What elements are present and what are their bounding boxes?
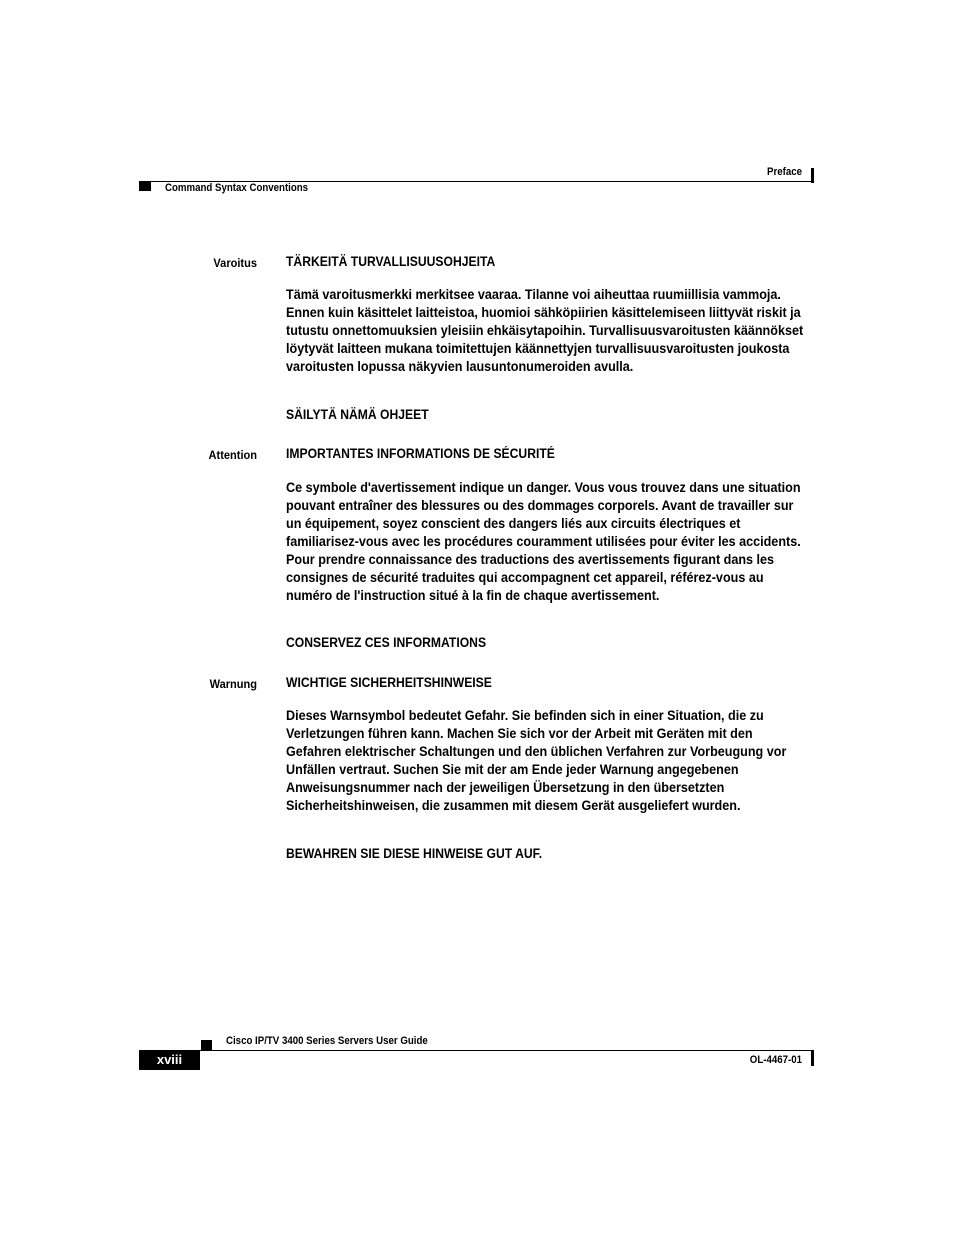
running-header-section: Command Syntax Conventions [165, 182, 309, 194]
warning-label-german: Warnung [209, 677, 257, 691]
footer-doc-number: OL-4467-01 [749, 1054, 802, 1066]
footer-vertical-rule [811, 1051, 814, 1066]
warning-heading-french: IMPORTANTES INFORMATIONS DE SÉCURITÉ [286, 446, 555, 461]
footer-rule [139, 1050, 814, 1051]
warning-heading-finnish: TÄRKEITÄ TURVALLISUUSOHJEITA [286, 254, 496, 269]
running-header-chapter: Preface [767, 166, 802, 178]
warning-keep-finnish: SÄILYTÄ NÄMÄ OHJEET [286, 407, 429, 422]
footer-book-title: Cisco IP/TV 3400 Series Servers User Guide [226, 1035, 428, 1047]
warning-label-french: Attention [208, 448, 257, 462]
warning-label-finnish: Varoitus [213, 256, 257, 270]
header-marker-block [139, 182, 151, 191]
warning-keep-german: BEWAHREN SIE DIESE HINWEISE GUT AUF. [286, 846, 543, 861]
warning-body-german: Dieses Warnsymbol bedeutet Gefahr. Sie befinden sich in einer Situation, die zu Verletzungen führen kann. Machen Sie sich vor der Arbeit mit Geräten mit den Gefahren elektrischer Schaltungen und den üblichen Verfahren zur Vorbeugung vor Unfällen vertraut. Suchen Sie mit der am Ende jeder Warnung angegebenen Anweisungsnummer nach der jeweiligen Übersetzung in den übersetzten Sicherheitshinweisen, die zusammen mit diesem Gerät ausgeliefert wurden. [286, 707, 787, 813]
warning-heading-german: WICHTIGE SICHERHEITSHINWEISE [286, 675, 492, 690]
warning-body-finnish: Tämä varoitusmerkki merkitsee vaaraa. Tilanne voi aiheuttaa ruumiillisia vammoja. Ennen kuin käsittelet laitteistoa, huomioi sähköpiirien käsittelemiseen liittyvät riskit ja tutustu onnettomuuksien yleisiin ehkäisytapoihin. Turvallisuusvaroitusten käännökset löytyvät laitteen mukana toimitettujen käännettyjen turvallisuusvaroitusten joukosta varoitusten lopussa näkyvien lausuntonumeroiden avulla. [286, 286, 804, 374]
footer-marker-block [201, 1040, 212, 1050]
warning-body-french: Ce symbole d'avertissement indique un danger. Vous vous trouvez dans une situation pouvant entraîner des blessures ou des dommages corporels. Avant de travailler sur un équipement, soyez conscient des dangers liés aux circuits électriques et familiarisez-vous avec les procédures couramment utilisées pour éviter les accidents. Pour prendre connaissance des traductions des avertissements figurant dans les consignes de sécurité traduites qui accompagnent cet appareil, référez-vous au numéro de l'instruction situé à la fin de chaque avertissement. [286, 479, 801, 603]
warning-keep-french: CONSERVEZ CES INFORMATIONS [286, 635, 487, 650]
page-number: xviii [156, 1052, 183, 1067]
